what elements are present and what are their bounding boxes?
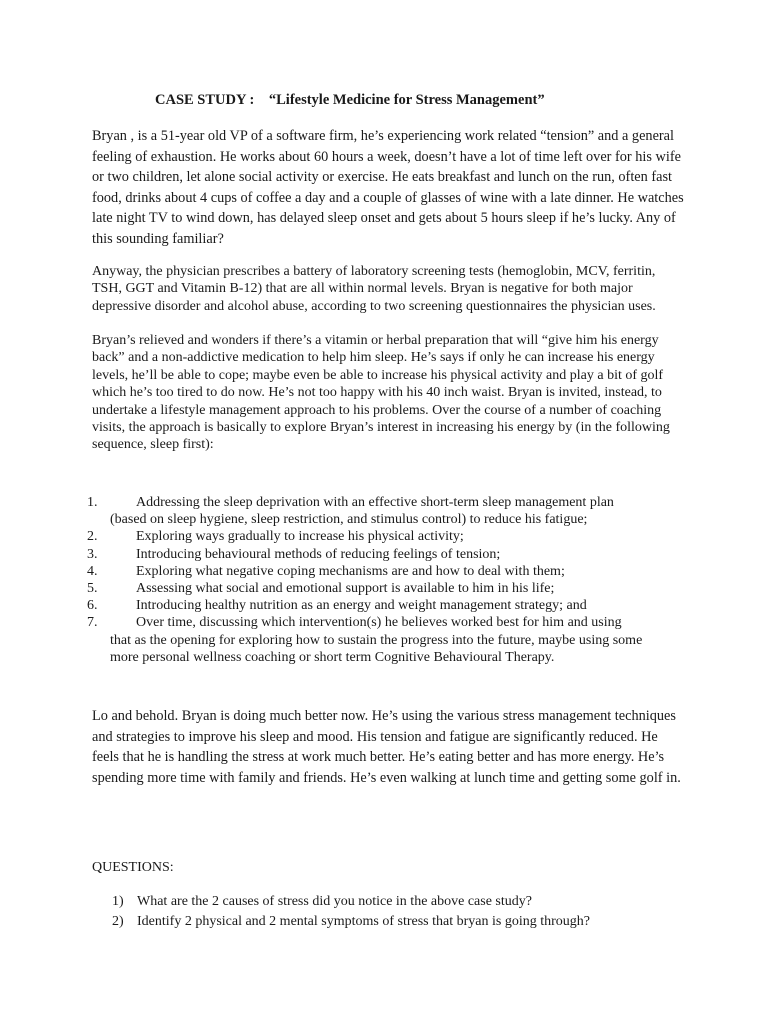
list-item-text: Addressing the sleep deprivation with an effective short-term sleep management plan [136, 495, 614, 510]
list-item-number: 6. [87, 598, 98, 614]
list-item-number: 3. [87, 546, 98, 562]
list-item-number: 5. [87, 581, 98, 597]
list-item-text: Exploring what negative coping mechanisms are and how to deal with them; [136, 563, 565, 579]
coaching-steps-list [0, 494, 768, 666]
screening-paragraph: Anyway, the physician prescribes a battery of laboratory screening tests (hemoglobin, MCV, ferritin, TSH, GGT and Vitamin B-12) that are all within normal levels. Bryan is negative for both major depressive disorder and alcohol abuse, according to two screening questionnaires the physician uses. [92, 264, 656, 314]
questions-heading: QUESTIONS: [92, 860, 174, 875]
question-text: Identify 2 physical and 2 mental symptoms of stress that bryan is going through? [137, 914, 590, 929]
question-item [0, 892, 590, 912]
question-text: What are the 2 causes of stress did you notice in the above case study? [137, 894, 532, 909]
list-item [0, 614, 660, 666]
approach-paragraph: Bryan’s relieved and wonders if there’s a vitamin or herbal preparation that will “give him his energy back” and a non-addictive medication to help him sleep. He’s says if only he can increase his energy levels, he’ll be able to cope; maybe even be able to increase his physical activity and play a bit of golf which he’s too tired to do now. He’s not too happy with his 40 inch waist. Bryan is invited, instead, to undertake a lifestyle management approach to his problems. Over the course of a number of coaching visits, the approach is basically to explore Bryan’s interest in increasing his energy by (in the following sequence, sleep first): [92, 333, 670, 453]
question-number: 2) [112, 914, 124, 929]
intro-paragraph: Bryan , is a 51-year old VP of a software firm, he’s experiencing work related “tension” and a general feeling of exhaustion. He works about 60 hours a week, doesn’t have a lot of time left over for his wife or two children, let alone social activity or exercise. He eats breakfast and lunch on the run, often fast food, drinks about 4 cups of coffee a day and a couple of glasses of wine with a late dinner. He watches late night TV to wind down, has delayed sleep onset and gets about 5 hours sleep if he’s lucky. Any of this sounding familiar? [92, 128, 684, 247]
list-item-text: Introducing healthy nutrition as an energy and weight management strategy; and [136, 598, 587, 614]
list-item [0, 494, 660, 528]
list-item-continuation: that as the opening for exploring how to sustain the progress into the future, maybe using some more personal wellness coaching or short term Cognitive Behavioural Therapy. [110, 632, 643, 665]
list-item [0, 580, 660, 597]
list-item-continuation: (based on sleep hygiene, sleep restriction, and stimulus control) to reduce his fatigue; [110, 512, 588, 528]
questions-list [0, 892, 590, 932]
outcome-paragraph: Lo and behold. Bryan is doing much better now. He’s using the various stress management techniques and strategies to improve his sleep and mood. His tension and fatigue are significantly reduced. He feels that he is handling the stress at work much better. He’s eating better and has more energy. He’s spending more time with family and friends. He’s even walking at lunch time and getting some golf in. [92, 708, 681, 786]
list-item-text: Exploring ways gradually to increase his physical activity; [136, 529, 464, 545]
case-study-title: CASE STUDY : “Lifestyle Medicine for Stress Management” [155, 92, 545, 108]
list-item-text: Over time, discussing which intervention(s) he believes worked best for him and using [136, 615, 622, 631]
list-item-text: Assessing what social and emotional support is available to him in his life; [136, 581, 555, 597]
question-item [0, 912, 590, 932]
list-item-number: 2. [87, 529, 98, 545]
list-item [0, 546, 660, 563]
list-item [0, 563, 660, 580]
question-number: 1) [112, 894, 124, 909]
list-item-number: 1. [87, 495, 98, 510]
list-item-number: 4. [87, 563, 98, 579]
list-item [0, 597, 660, 614]
list-item-number: 7. [87, 615, 98, 631]
list-item [0, 528, 660, 545]
list-item-text: Introducing behavioural methods of reducing feelings of tension; [136, 546, 501, 562]
